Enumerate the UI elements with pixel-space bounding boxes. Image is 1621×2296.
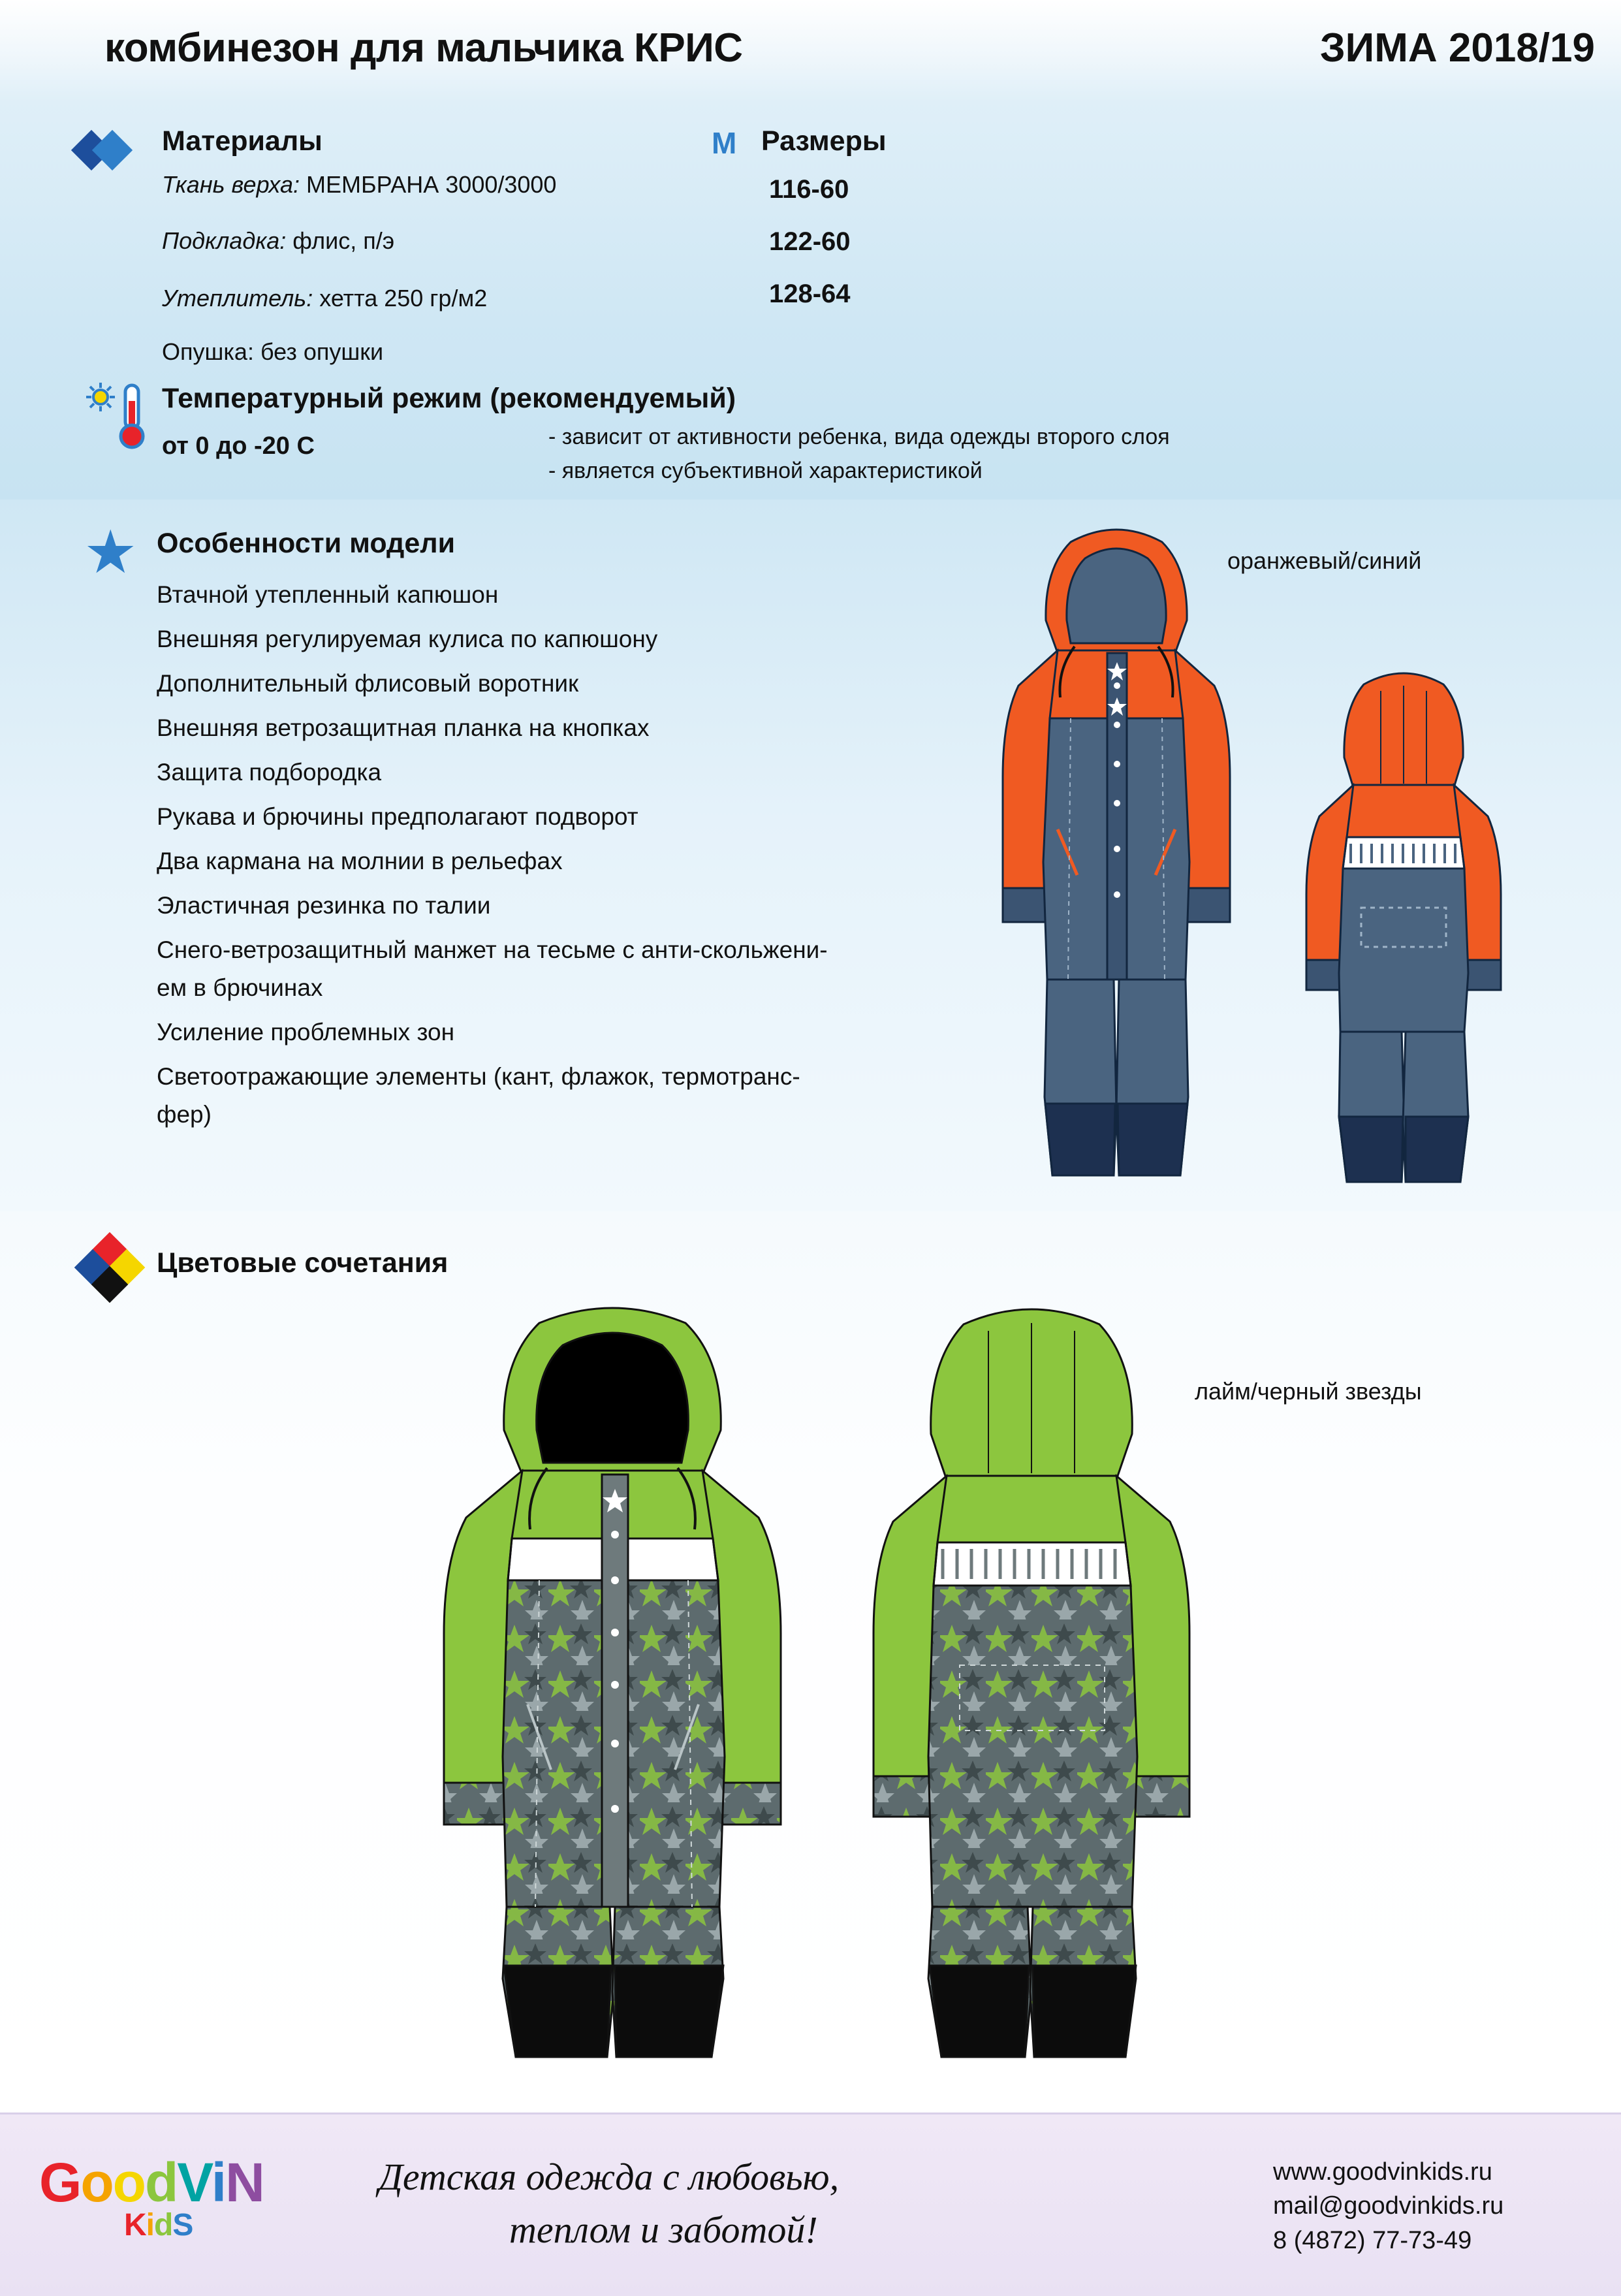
feature-item: Внешняя регулируемая кулиса по капюшону	[157, 626, 658, 652]
logo-main-text: GoodViN	[39, 2152, 264, 2213]
size-item: 122-60	[769, 227, 851, 256]
garment-front-lime-black	[411, 1299, 816, 2083]
colorway-label: лайм/черный звезды	[1195, 1378, 1422, 1405]
sizes-heading: Размеры	[761, 125, 887, 157]
material-label: Утеплитель:	[162, 285, 313, 311]
logo-sub-text: KidS	[124, 2208, 193, 2242]
material-row	[162, 227, 394, 255]
color-diamond-icon	[80, 1237, 142, 1300]
star-icon: ★	[84, 519, 138, 586]
feature-item: фер)	[157, 1101, 212, 1128]
temperature-note: - зависит от активности ребенка, вида одежды второго слоя	[548, 424, 1170, 449]
garment-back-lime-black	[849, 1299, 1214, 2083]
feature-item: Дополнительный флисовый воротник	[157, 670, 579, 697]
material-row	[162, 338, 383, 366]
brand-logo	[39, 2152, 346, 2266]
thermometer-sun-icon	[82, 381, 148, 453]
feature-item: Снего-ветрозащитный манжет на тесьме с анти-скольжени-	[157, 936, 828, 963]
features-heading: Особенности модели	[157, 528, 456, 559]
feature-item: Внешняя ветрозащитная планка на кнопках	[157, 714, 650, 741]
slogan-line-1: Детская одежда с любовью,	[379, 2156, 840, 2198]
page-title: комбинезон для мальчика КРИС	[104, 25, 743, 71]
material-label: Ткань верха:	[162, 171, 300, 198]
feature-item: Втачной утепленный капюшон	[157, 581, 499, 608]
season-label: ЗИМА 2018/19	[1319, 25, 1595, 71]
size-item: 116-60	[769, 175, 849, 204]
feature-item: Светоотражающие элементы (кант, флажок, термотранс-	[157, 1063, 800, 1090]
material-row	[162, 171, 556, 199]
phone-number[interactable]: 8 (4872) 77-73-49	[1273, 2226, 1472, 2254]
temperature-heading: Температурный режим (рекомендуемый)	[162, 383, 736, 414]
material-value: МЕМБРАНА 3000/3000	[300, 171, 557, 198]
feature-item: Усиление проблемных зон	[157, 1019, 455, 1045]
material-label: Опушка:	[162, 338, 254, 365]
materials-heading: Материалы	[162, 125, 323, 157]
sizes-icon: M	[712, 126, 735, 160]
brand-slogan	[379, 2155, 1227, 2252]
temperature-value: от 0 до -20 С	[162, 432, 315, 460]
feature-item: Защита подбородка	[157, 759, 382, 786]
feature-item: ем в брючинах	[157, 974, 323, 1001]
material-value: хетта 250 гр/м2	[313, 285, 488, 311]
garment-front-orange-blue	[979, 522, 1253, 1208]
diamond-icon	[77, 129, 133, 171]
material-row	[162, 285, 487, 312]
material-label: Подкладка:	[162, 227, 287, 254]
colorway-label: оранжевый/синий	[1227, 547, 1422, 574]
feature-item: Два кармана на молнии в рельефах	[157, 848, 563, 874]
color-combinations-heading: Цветовые сочетания	[157, 1247, 449, 1279]
feature-item: Рукава и брючины предполагают подворот	[157, 803, 638, 830]
temperature-note: - является субъективной характеристикой	[548, 458, 983, 483]
size-item: 128-64	[769, 279, 851, 308]
contact-info	[1273, 2155, 1503, 2257]
page-header	[0, 0, 1621, 101]
feature-item: Эластичная резинка по талии	[157, 892, 491, 919]
material-value: флис, п/э	[286, 227, 395, 254]
website-link[interactable]: www.goodvinkids.ru	[1273, 2158, 1492, 2186]
slogan-line-2: теплом и заботой!	[509, 2208, 818, 2251]
material-value: без опушки	[253, 338, 384, 365]
email-link[interactable]: mail@goodvinkids.ru	[1273, 2192, 1504, 2220]
garment-back-orange-blue	[1296, 666, 1511, 1208]
